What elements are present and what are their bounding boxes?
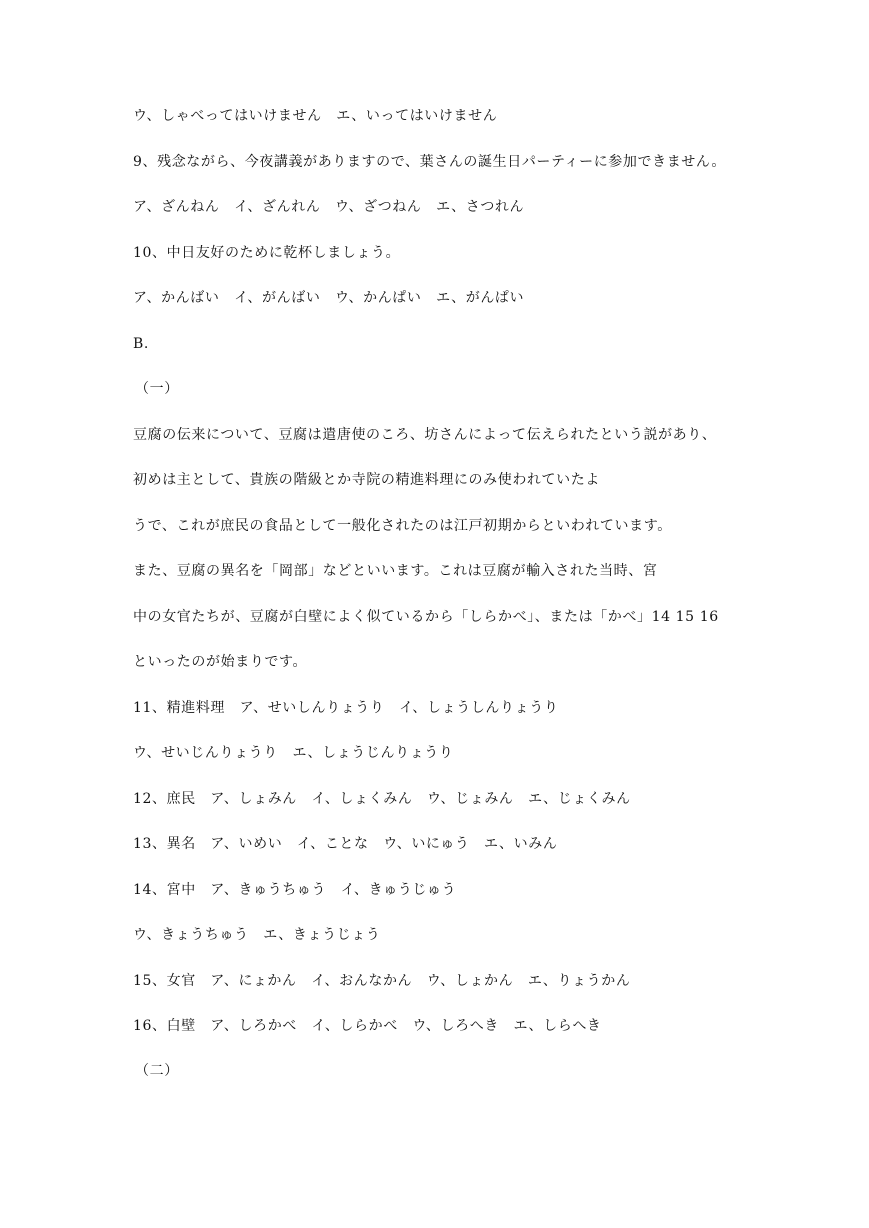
section-heading-b: B.	[133, 336, 149, 352]
passage-line: 豆腐の伝来について、豆腐は遣唐使のころ、坊さんによって伝えられたという説があり、	[133, 427, 717, 443]
answer-options-9: ア、ざんねん イ、ざんれん ウ、ざつねん エ、さつれん	[133, 199, 525, 215]
answer-options-8-cont: ウ、しゃべってはいけません エ、いってはいけません	[133, 108, 498, 124]
passage-line: 中の女官たちが、豆腐が白壁によく似ているから「しらかべ」、または「かべ」14 15 16	[133, 609, 719, 625]
question-11: 11、精進料理 ア、せいしんりょうり イ、しょうしんりょうり	[133, 700, 559, 716]
subsection-heading-2: （二）	[135, 1063, 179, 1079]
question-12: 12、庶民 ア、しょみん イ、しょくみん ウ、じょみん エ、じょくみん	[133, 791, 631, 807]
answer-options-11-cont: ウ、せいじんりょうり エ、しょうじんりょうり	[133, 745, 454, 761]
subsection-heading-1: （一）	[135, 381, 179, 397]
question-13: 13、異名 ア、いめい イ、ことな ウ、いにゅう エ、いみん	[133, 836, 558, 852]
question-10: 10、中日友好のために乾杯しましょう。	[133, 245, 401, 261]
question-14: 14、宮中 ア、きゅうちゅう イ、きゅうじゅう	[133, 882, 457, 898]
passage-line: また、豆腐の異名を「岡部」などといいます。これは豆腐が輸入された当時、宮	[133, 563, 658, 579]
question-15: 15、女官 ア、にょかん イ、おんなかん ウ、しょかん エ、りょうかん	[133, 973, 631, 989]
answer-options-14-cont: ウ、きょうちゅう エ、きょうじょう	[133, 927, 381, 943]
passage-line: うで、これが庶民の食品として一般化されたのは江戸初期からといわれています。	[133, 518, 672, 534]
question-9: 9、残念ながら、今夜講義がありますので、葉さんの誕生日パーティーに参加できません。	[133, 154, 726, 170]
question-16: 16、白壁 ア、しろかべ イ、しらかべ ウ、しろへき エ、しらへき	[133, 1018, 602, 1034]
passage-line: といったのが始まりです。	[133, 654, 308, 670]
answer-options-10: ア、かんばい イ、がんばい ウ、かんぱい エ、がんぱい	[133, 290, 525, 306]
passage-line: 初めは主として、貴族の階級とか寺院の精進料理にのみ使われていたよ	[133, 472, 600, 488]
